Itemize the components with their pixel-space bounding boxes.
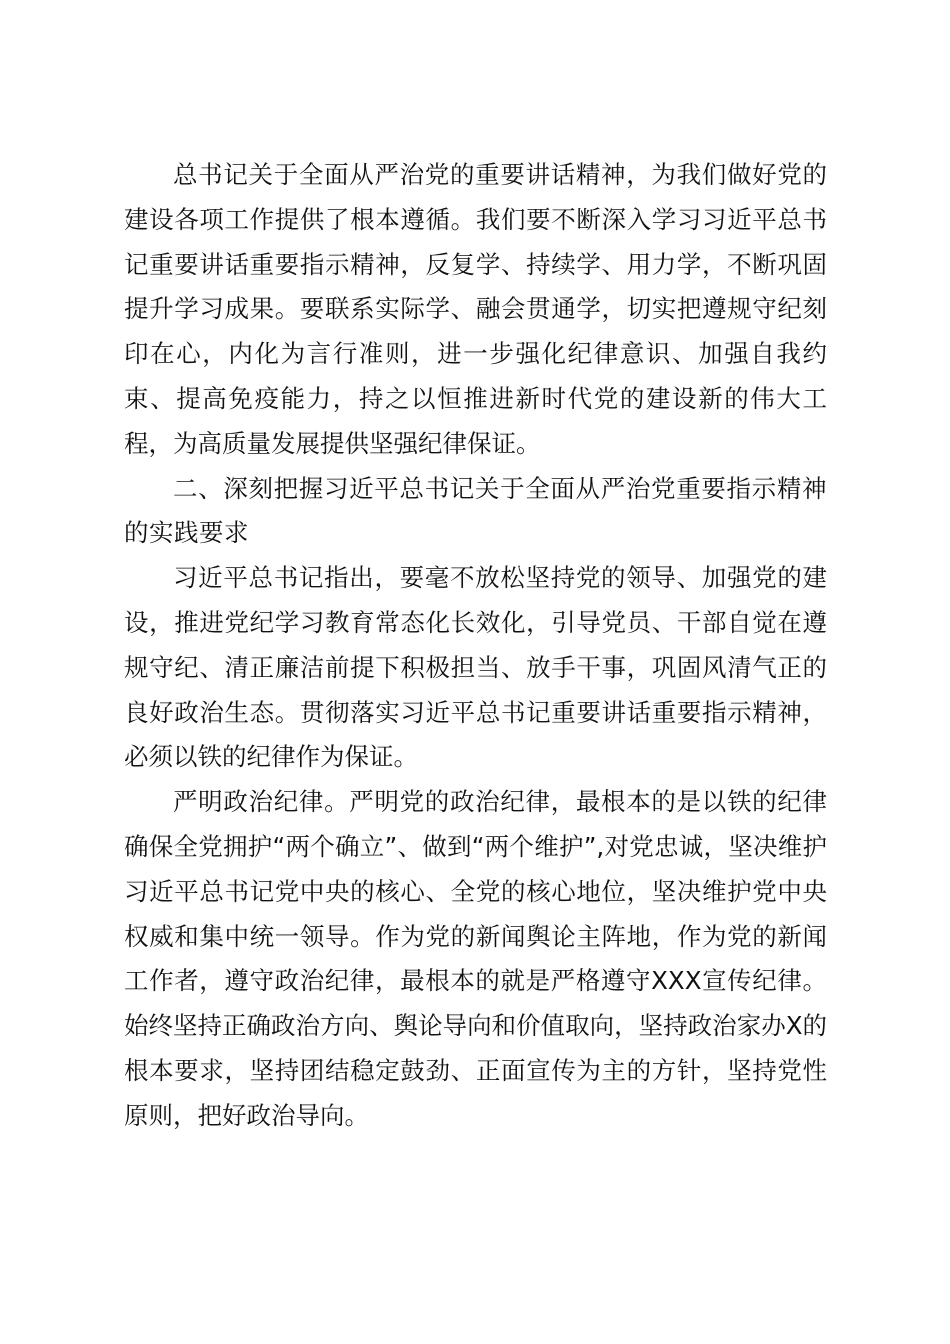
document-body — [124, 153, 827, 1139]
paragraph-practice-requirements: 习近平总书记指出，要毫不放松坚持党的领导、加强党的建设，推进党纪学习教育常态化长效化，引导党员、干部自觉在遵规守纪、清正廉洁前提下积极担当、放手干事，巩固风清气正的良好政治生态。贯彻落实习近平总书记重要讲话重要指示精神，必须以铁的纪律作为保证。 — [124, 563, 827, 772]
paragraph-political-discipline: 严明政治纪律。严明党的政治纪律，最根本的是以铁的纪律确保全党拥护“两个确立”、做到“两个维护”,对党忠诚，坚决维护习近平总书记党中央的核心、全党的核心地位，坚决维护党中央权威和集中统一领导。作为党的新闻舆论主阵地，作为党的新闻工作者，遵守政治纪律，最根本的就是严格遵守XXX宣传纪律。始终坚持正确政治方向、舆论导向和价值取向，坚持政治家办X的根本要求，坚持团结稳定鼓劲、正面宣传为主的方针，坚持党性原则，把好政治导向。 — [124, 787, 827, 1130]
paragraph-discipline-foundation: 总书记关于全面从严治党的重要讲话精神，为我们做好党的建设各项工作提供了根本遵循。我们要不断深入学习习近平总书记重要讲话重要指示精神，反复学、持续学、用力学，不断巩固提升学习成果。要联系实际学、融会贯通学，切实把遵规守纪刻印在心，内化为言行准则，进一步强化纪律意识、加强自我约束、提高免疫能力，持之以恒推进新时代党的建设新的伟大工程，为高质量发展提供坚强纪律保证。 — [124, 160, 827, 458]
section-heading-2: 二、深刻把握习近平总书记关于全面从严治党重要指示精神的实践要求 — [124, 473, 827, 548]
